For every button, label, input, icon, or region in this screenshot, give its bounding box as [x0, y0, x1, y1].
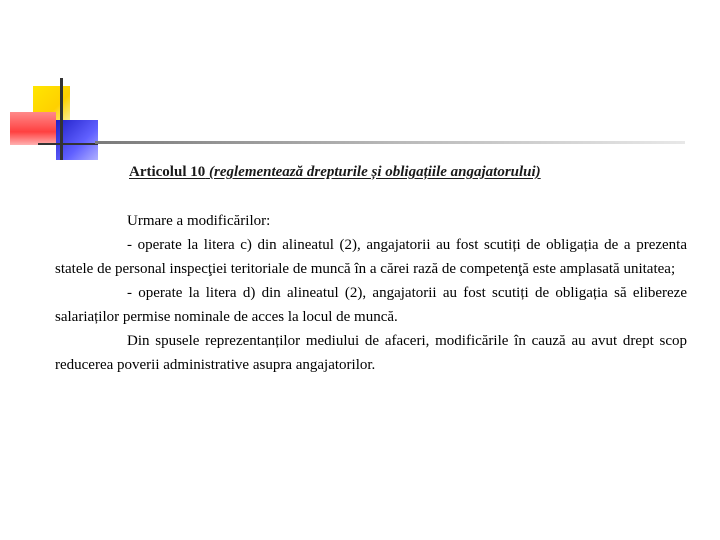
- paragraph-item-c: - operate la litera c) din alineatul (2), angajatorii au fost scutiți de obligația de a prezenta statele de personal inspecţiei teritoriale de muncă în a cărei rază de competenţă este amplasată unitatea;: [55, 237, 687, 277]
- decorative-horizontal-line: [38, 143, 98, 145]
- article-number: Articolul 10: [129, 164, 206, 180]
- article-subtitle: (reglementează drepturile și obligațiile angajatorului): [209, 164, 541, 180]
- title-divider-rule: [95, 141, 685, 144]
- paragraph-intro: Urmare a modificărilor:: [127, 213, 271, 229]
- decorative-vertical-line: [60, 78, 63, 160]
- decorative-red-rectangle: [10, 112, 56, 145]
- article-body: [55, 209, 687, 377]
- paragraph-item-d: - operate la litera d) din alineatul (2), angajatorii au fost scutiți de obligația să elibereze salariaților permise nominale de acces la locul de muncă.: [55, 285, 687, 325]
- paragraph-conclusion: Din spusele reprezentanților mediului de afaceri, modificările în cauză au avut drept scop reducerea poverii administrative asupra angajatorilor.: [55, 333, 687, 373]
- article-heading: [129, 164, 541, 181]
